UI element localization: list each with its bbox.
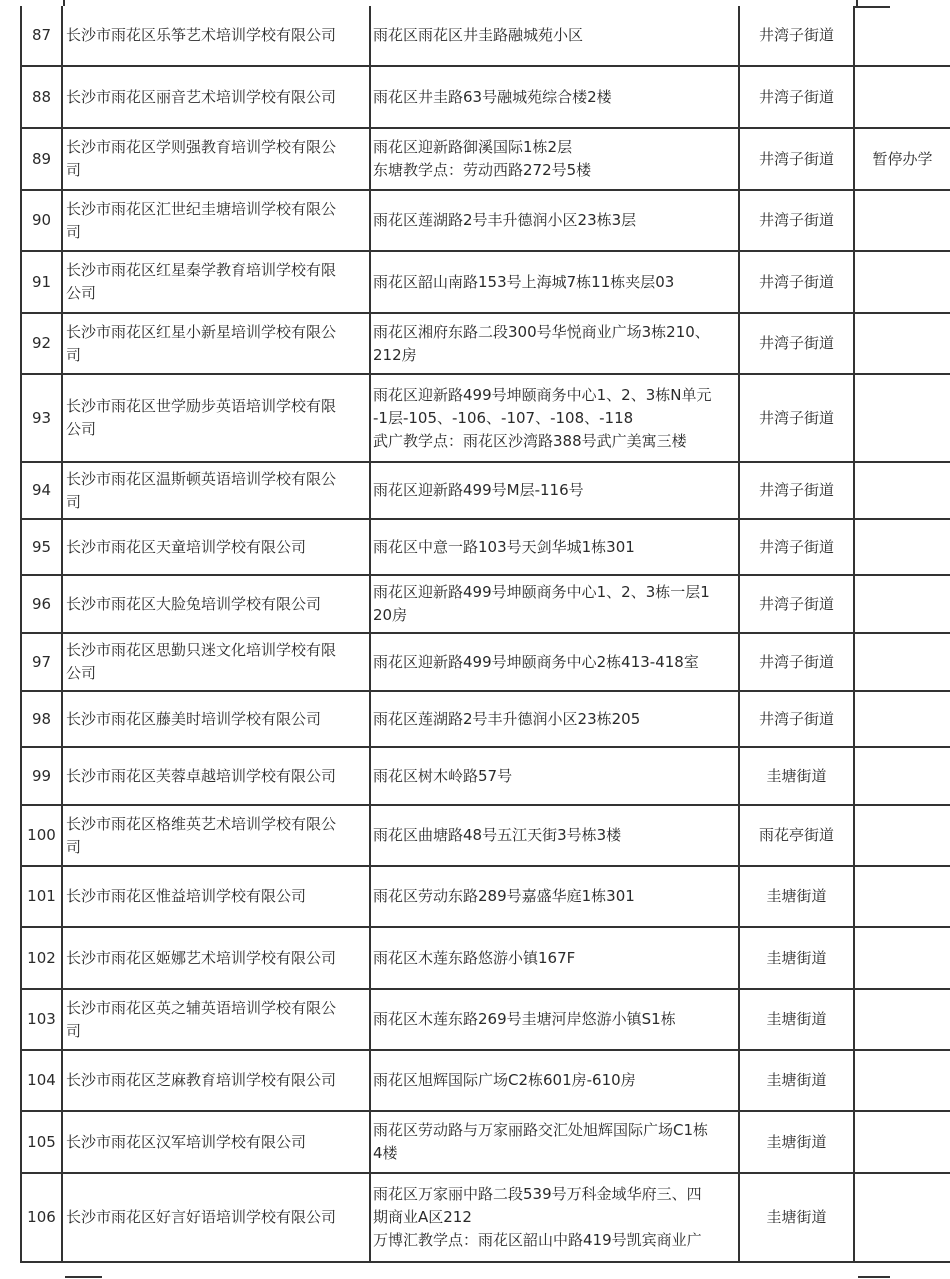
table-row [20,806,950,867]
row-number-text: 94 [31,481,52,499]
row-number-text: 97 [31,652,52,671]
address-line: 雨花区迎新路499号坤颐商务中心1、2、3栋N单元 [373,385,712,404]
row-number-text: 101 [27,887,56,905]
row-number-text: 103 [27,1010,56,1028]
school-name-cell [63,748,371,806]
street-cell [740,692,855,748]
row-number-text: 99 [31,766,52,785]
school-name-cell [63,1112,371,1174]
street-text: 圭塘街道 [766,887,827,905]
row-number [20,990,63,1051]
school-name-cell [63,314,371,375]
school-name-line: 长沙市雨花区惟益培训学校有限公司 [66,887,307,905]
address-cell [371,990,740,1051]
school-name-line: 长沙市雨花区好言好语培训学校有限公司 [66,1208,337,1226]
note-cell [855,748,950,806]
school-name-line: 司 [66,222,82,241]
row-number [20,1051,63,1112]
address-cell [371,867,740,928]
note-cell [855,990,950,1051]
street-cell [740,806,855,867]
address-line: 雨花区迎新路御溪国际1栋2层 [373,138,573,156]
table-row [20,1051,950,1112]
row-number [20,634,63,692]
note-cell [855,67,950,129]
street-cell [740,252,855,314]
school-name-line: 长沙市雨花区思勤只迷文化培训学校有限 [66,641,337,659]
address-line: 雨花区迎新路499号坤颐商务中心1、2、3栋一层1 [373,583,710,601]
address-line: 期商业A区212 [373,1208,472,1226]
row-number-text: 88 [31,87,52,106]
address-line: 雨花区树木岭路57号 [373,766,513,785]
address-cell [371,692,740,748]
school-name-line: 长沙市雨花区天童培训学校有限公司 [66,537,307,556]
school-name-cell [63,576,371,634]
table-row [20,692,950,748]
note-cell [855,520,950,576]
address-line: 雨花区湘府东路二段300号华悦商业广场3栋210、 [373,322,710,341]
row-number [20,928,63,990]
note-cell [855,806,950,867]
address-cell [371,252,740,314]
table-row [20,928,950,990]
street-cell [740,129,855,191]
school-name-cell [63,634,371,692]
note-cell [855,867,950,928]
table-row [20,867,950,928]
street-text: 井湾子街道 [758,26,834,44]
address-line: 雨花区井圭路63号融城苑综合楼2楼 [373,87,612,106]
table-row [20,748,950,806]
address-cell [371,1174,740,1263]
school-name-line: 长沙市雨花区藤美时培训学校有限公司 [66,709,322,728]
school-name-line: 司 [66,1021,82,1040]
address-line: 雨花区迎新路499号M层-116号 [373,481,584,499]
school-name-line: 长沙市雨花区学则强教育培训学校有限公 [66,138,337,156]
street-cell [740,990,855,1051]
address-cell [371,463,740,520]
street-text: 圭塘街道 [766,1208,827,1226]
row-number [20,463,63,520]
school-name-cell [63,928,371,990]
street-cell [740,67,855,129]
school-name-line: 长沙市雨花区姬娜艺术培训学校有限公司 [66,948,337,967]
school-name-line: 长沙市雨花区红星秦学教育培训学校有限 [66,261,337,279]
street-cell [740,576,855,634]
street-cell [740,191,855,252]
street-text: 井湾子街道 [758,408,834,427]
address-line: 武广教学点：雨花区沙湾路388号武广美寓三楼 [373,431,687,450]
note-cell [855,129,950,191]
row-number-text: 93 [31,408,52,427]
street-cell [740,1174,855,1263]
school-name-line: 长沙市雨花区大脸兔培训学校有限公司 [66,594,322,613]
table-row [20,520,950,576]
street-text: 井湾子街道 [758,481,834,499]
row-number [20,129,63,191]
note-cell [855,191,950,252]
address-line: 雨花区劳动路与万家丽路交汇处旭辉国际广场C1栋 [373,1121,709,1139]
note-cell [855,463,950,520]
street-text: 井湾子街道 [758,272,834,291]
street-text: 雨花亭街道 [758,826,834,844]
note-cell [855,1174,950,1263]
school-name-line: 司 [66,837,82,856]
table-body [20,6,950,1263]
note-cell [855,634,950,692]
street-text: 圭塘街道 [766,948,827,967]
row-number-text: 90 [31,211,52,229]
school-name-line: 长沙市雨花区丽音艺术培训学校有限公司 [66,87,337,106]
address-cell [371,129,740,191]
street-text: 圭塘街道 [766,1132,827,1151]
note-cell [855,1112,950,1174]
address-cell [371,1112,740,1174]
school-name-line: 长沙市雨花区乐筝艺术培训学校有限公司 [66,26,337,44]
address-line: -1层-105、-106、-107、-108、-118 [373,408,634,427]
table-row [20,1112,950,1174]
school-name-line: 长沙市雨花区芝麻教育培训学校有限公司 [66,1071,337,1089]
row-number [20,6,63,67]
row-number [20,576,63,634]
address-line: 雨花区雨花区井圭路融城苑小区 [373,26,584,44]
school-name-line: 司 [66,492,82,511]
table-row [20,6,950,67]
school-name-line: 司 [66,345,82,364]
note-cell [855,928,950,990]
row-number [20,252,63,314]
school-name-cell [63,129,371,191]
address-cell [371,6,740,67]
address-line: 212房 [373,345,417,364]
street-text: 圭塘街道 [766,766,827,785]
street-cell [740,928,855,990]
address-cell [371,67,740,129]
note-cell [855,1051,950,1112]
table-row [20,67,950,129]
street-text: 井湾子街道 [758,334,834,352]
address-line: 雨花区万家丽中路二段539号万科金域华府三、四 [373,1185,702,1203]
school-name-cell [63,990,371,1051]
street-text: 圭塘街道 [766,1010,827,1028]
row-number-text: 87 [31,26,52,44]
note-cell [855,6,950,67]
address-line: 万博汇教学点：雨花区韶山中路419号凯宾商业广 [373,1231,702,1249]
school-name-line: 长沙市雨花区世学励步英语培训学校有限 [66,397,337,415]
address-cell [371,191,740,252]
row-number-text: 92 [31,334,52,352]
row-number-text: 105 [27,1132,56,1151]
street-text: 井湾子街道 [758,149,834,168]
street-cell [740,1112,855,1174]
street-text: 井湾子街道 [758,709,834,728]
street-cell [740,748,855,806]
street-cell [740,1051,855,1112]
address-line: 雨花区木莲东路269号圭塘河岸悠游小镇S1栋 [373,1010,676,1028]
row-number-text: 102 [27,948,56,967]
table-row [20,375,950,463]
street-text: 井湾子街道 [758,594,834,613]
table-row [20,129,950,191]
school-name-line: 司 [66,161,82,179]
school-name-cell [63,806,371,867]
table-row [20,314,950,375]
school-name-line: 长沙市雨花区温斯顿英语培训学校有限公 [66,469,337,488]
street-cell [740,520,855,576]
street-cell [740,375,855,463]
note-cell [855,314,950,375]
school-name-line: 公司 [66,664,97,682]
street-text: 井湾子街道 [758,652,834,671]
address-line: 雨花区迎新路499号坤颐商务中心2栋413-418室 [373,652,699,671]
row-number-text: 95 [31,537,52,556]
school-name-cell [63,1051,371,1112]
school-name-cell [63,692,371,748]
row-number [20,806,63,867]
street-text: 圭塘街道 [766,1071,827,1089]
school-name-cell [63,1174,371,1263]
street-cell [740,314,855,375]
row-number [20,520,63,576]
note-cell [855,375,950,463]
street-text: 井湾子街道 [758,537,834,556]
row-number [20,375,63,463]
school-name-line: 公司 [66,420,97,438]
school-name-line: 长沙市雨花区芙蓉卓越培训学校有限公司 [66,766,337,785]
school-name-cell [63,6,371,67]
row-number [20,1112,63,1174]
row-number-text: 106 [27,1208,56,1226]
address-line: 雨花区曲塘路48号五江天街3号栋3楼 [373,826,622,844]
row-number-text: 89 [31,149,52,168]
row-number-text: 91 [31,272,52,291]
school-name-cell [63,375,371,463]
address-cell [371,634,740,692]
row-number-text: 96 [31,594,52,613]
street-text: 井湾子街道 [758,87,834,106]
note-cell [855,692,950,748]
row-number [20,748,63,806]
address-line: 雨花区莲湖路2号丰升德润小区23栋3层 [373,211,637,229]
table-row [20,990,950,1051]
address-cell [371,375,740,463]
address-cell [371,748,740,806]
note-cell [855,252,950,314]
school-name-cell [63,252,371,314]
row-number-text: 100 [27,826,56,844]
table-border-line [858,1276,890,1278]
school-name-cell [63,867,371,928]
row-number-text: 104 [27,1071,56,1089]
school-name-line: 长沙市雨花区英之辅英语培训学校有限公 [66,998,337,1017]
school-name-line: 长沙市雨花区红星小新星培训学校有限公 [66,322,337,341]
table-row [20,576,950,634]
address-line: 雨花区韶山南路153号上海城7栋11栋夹层03 [373,272,675,291]
school-name-cell [63,520,371,576]
row-number [20,67,63,129]
table-border-line [65,1276,102,1278]
address-cell [371,314,740,375]
table-row [20,1174,950,1263]
street-cell [740,6,855,67]
table-row [20,634,950,692]
training-school-table [20,6,950,1263]
school-name-cell [63,67,371,129]
address-line: 东塘教学点：劳动西路272号5楼 [373,161,592,179]
school-name-line: 长沙市雨花区汇世纪圭塘培训学校有限公 [66,199,337,218]
address-cell [371,576,740,634]
address-line: 雨花区木莲东路悠游小镇167F [373,948,576,967]
street-cell [740,463,855,520]
school-name-line: 长沙市雨花区格维英艺术培训学校有限公 [66,814,337,833]
school-name-line: 公司 [66,284,97,302]
table-row [20,463,950,520]
school-name-cell [63,463,371,520]
address-cell [371,520,740,576]
row-number [20,191,63,252]
address-line: 4楼 [373,1144,398,1162]
address-cell [371,806,740,867]
row-number [20,692,63,748]
row-number [20,1174,63,1263]
address-cell [371,928,740,990]
school-name-cell [63,191,371,252]
school-name-line: 长沙市雨花区汉军培训学校有限公司 [66,1132,307,1151]
address-line: 雨花区劳动东路289号嘉盛华庭1栋301 [373,887,635,905]
street-cell [740,634,855,692]
note-cell [855,576,950,634]
row-number [20,867,63,928]
table-row [20,191,950,252]
row-number [20,314,63,375]
street-text: 井湾子街道 [758,211,834,229]
address-line: 20房 [373,606,408,624]
address-line: 雨花区旭辉国际广场C2栋601房-610房 [373,1071,636,1089]
address-line: 雨花区中意一路103号天剑华城1栋301 [373,537,635,556]
table-row [20,252,950,314]
address-cell [371,1051,740,1112]
street-cell [740,867,855,928]
row-number-text: 98 [31,709,52,728]
address-line: 雨花区莲湖路2号丰升德润小区23栋205 [373,709,641,728]
note-text: 暂停办学 [872,149,933,168]
